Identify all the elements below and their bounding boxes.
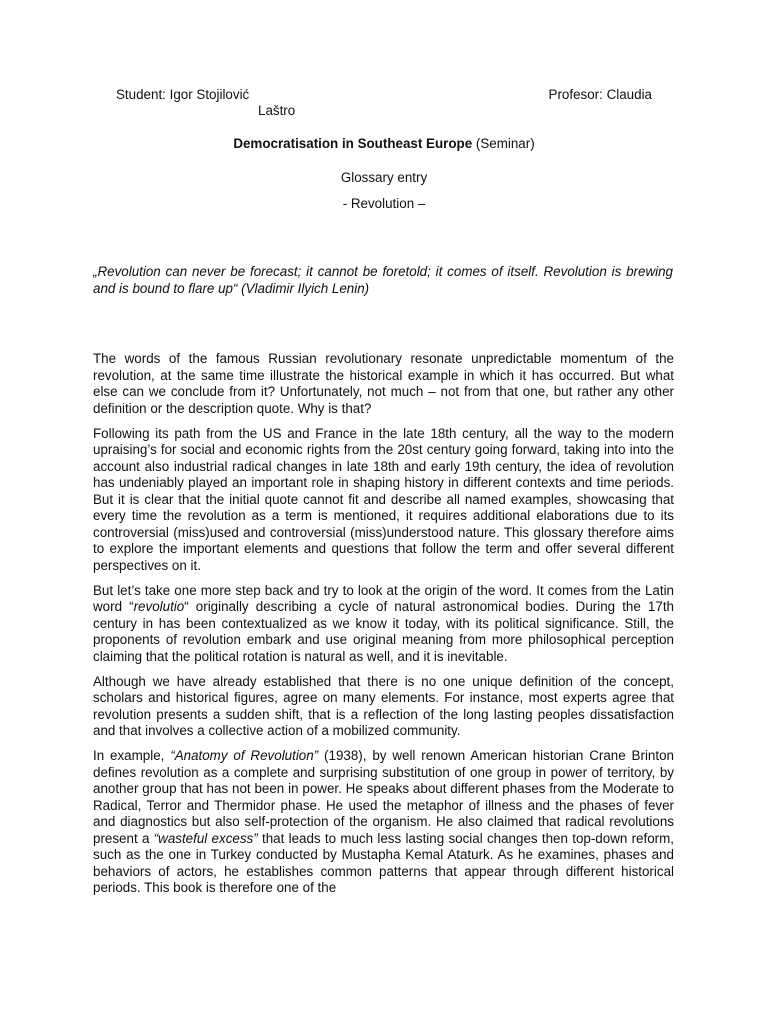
professor-name: Profesor: Claudia	[548, 87, 652, 102]
paragraph-5-part-b: (1938), by well renown American historian Crane Brinton defines revolution as a complete and surprising substitution of one group in power of territory, by another group that has not been in power. He speaks about different phases from the Moderate to Radical, Terror and Thermidor phase. He used the metaphor of illness and the phases of fever and diagnostics but also self-protection of the organism. He also claimed that radical revolutions present a	[93, 748, 674, 846]
paragraph-5-part-c: that leads to much less lasting social changes then top-down reform, such as the one in Turkey conducted by Mustapha Kemal Ataturk. As he examines, phases and behaviors of actors, he establishes common patterns that appear through different historical periods. This book is therefore one of the	[93, 830, 674, 895]
paragraph-3	[93, 583, 674, 666]
paragraph-3-part-b: “ originally describing a cycle of natural astronomical bodies. During the 17th century in has been contextualized as we know it today, with its political significance. Still, the proponents of revolution embark and use original meaning from more philosophical perception claiming that the political rotation is natural as well, and it is inevitable.	[93, 599, 674, 664]
body-text	[93, 351, 674, 905]
student-name: Student: Igor Stojilović	[116, 87, 250, 102]
paragraph-5-italic-2: “wasteful excess”	[153, 830, 258, 846]
professor-surname: Laštro	[258, 103, 296, 118]
course-title-suffix: (Seminar)	[475, 136, 535, 151]
paragraph-5-part-a: In example,	[93, 748, 171, 763]
paragraph-2: Following its path from the US and France in the late 18th century, all the way to the modern upraising’s for social and economic rights from the 20st century going forward, taking into into the account also industrial radical changes in late 18th and early 19th century, the idea of revolution has undeniably played an important role in shaping history in different contexts and time periods. But it is clear that the initial quote cannot fit and describe all named examples, showcasing that every time the revolution as a term is mentioned, it requires additional elaborations due to its controversial (miss)used and controversial (miss)understood nature. This glossary therefore aims to explore the important elements and questions that follow the term and offer several different perspectives on it.	[93, 425, 674, 573]
course-title-bold: Democratisation in Southeast Europe	[233, 136, 473, 151]
course-title	[0, 136, 768, 153]
paragraph-3-italic: revolutio	[133, 599, 185, 614]
paragraph-5	[93, 748, 674, 897]
epigraph-quote: „Revolution can never be forecast; it cannot be foretold; it comes of itself. Revolution is brewing and is bound to flare up“ (Vladimir Ilyich Lenin)	[93, 264, 673, 296]
paragraph-4: Although we have already established that there is no one unique definition of the concept, scholars and historical figures, agree on many elements. For instance, most experts agree that revolution presents a sudden shift, that is a reflection of the long lasting peoples dissatisfaction and that involves a collective action of a mobilized community.	[93, 673, 674, 738]
document-header	[116, 87, 656, 121]
paragraph-3-part-a: But let’s take one more step back and try to look at the origin of the word. It comes from the Latin word “	[93, 582, 674, 614]
paragraph-5-italic-1: “Anatomy of Revolution”	[170, 748, 319, 763]
paragraph-1: The words of the famous Russian revolutionary resonate unpredictable momentum of the revolution, at the same time illustrate the historical example in which it has occurred. But what else can we conclude from it? Unfortunately, not much – not from that one, but rather any other definition or the description quote. Why is that?	[93, 351, 674, 416]
entry-label: - Revolution –	[342, 196, 426, 211]
glossary-label: Glossary entry	[340, 170, 428, 185]
